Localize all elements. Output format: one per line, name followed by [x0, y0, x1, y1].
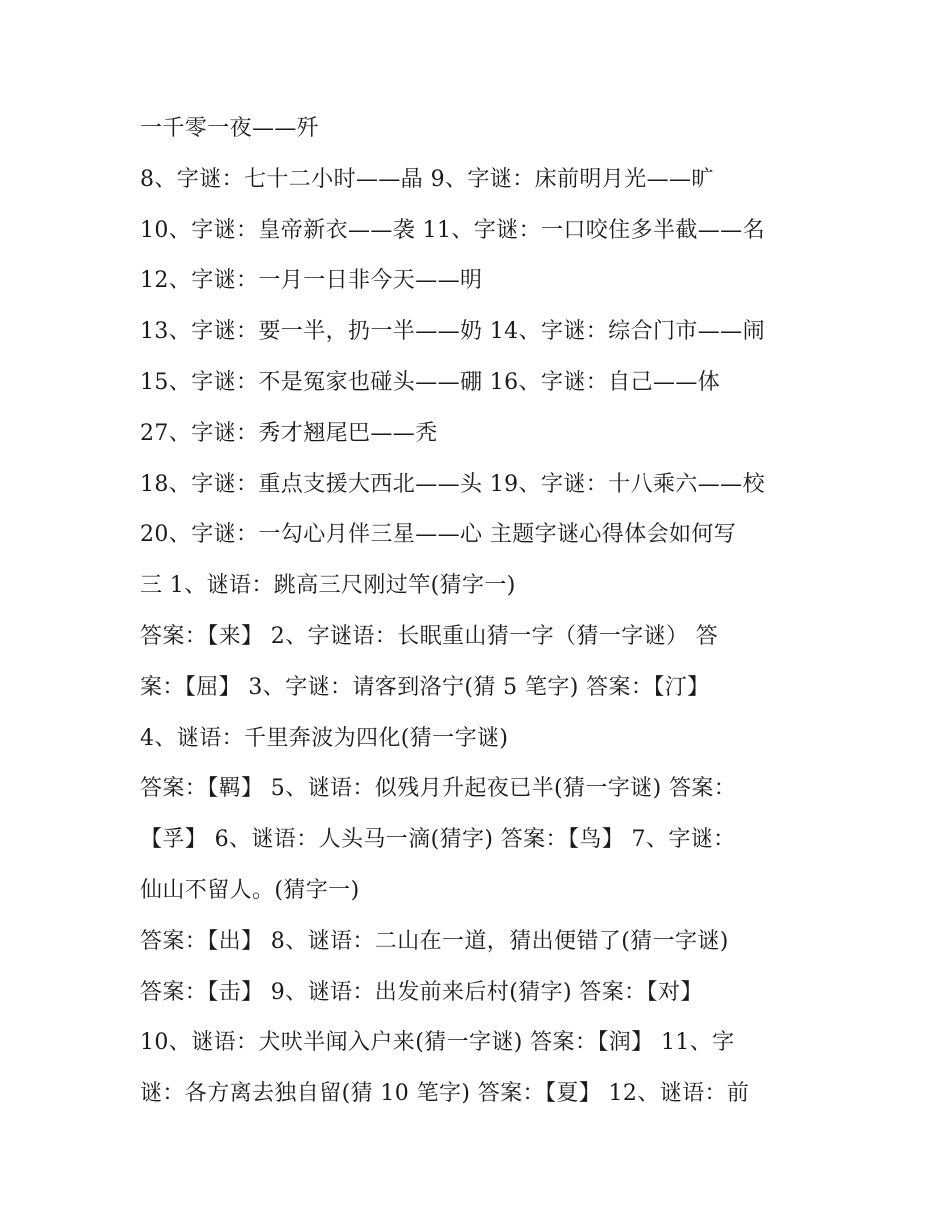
text-line: 仙山不留人。(猜字一): [140, 877, 360, 903]
text-line: 8、字谜：七十二小时——晶 9、字谜：床前明月光——旷: [140, 166, 714, 192]
text-line: 答案：【羁】 5、谜语：似残月升起夜已半(猜一字谜) 答案：: [140, 776, 737, 802]
text-line: 27、字谜：秀才翘尾巴——秃: [140, 420, 438, 446]
text-line: 10、谜语：犬吠半闻入户来(猜一字谜) 答案：【润】 11、字: [140, 1030, 735, 1056]
text-line: 答案：【出】 8、谜语：二山在一道，猜出便错了(猜一字谜): [140, 928, 729, 954]
text-line: 4、谜语：千里奔波为四化(猜一字谜): [140, 725, 509, 751]
text-line: 12、字谜：一月一日非今天——明: [140, 268, 483, 294]
riddle-text-block: [140, 104, 840, 1120]
text-line: 答案：【来】 2、字谜语：长眠重山猜一字（猜一字谜） 答: [140, 623, 719, 649]
text-line: 【孚】 6、谜语：人头马一滴(猜字) 答案：【鸟】 7、字谜：: [140, 827, 736, 853]
text-line: 20、字谜：一勾心月伴三星——心 主题字谜心得体会如何写: [140, 522, 737, 548]
text-line: 案：【屈】 3、字谜：请客到洛宁(猜 5 笔字) 答案：【汀】: [140, 674, 710, 700]
text-line: 谜：各方离去独自留(猜 10 笔字) 答案：【夏】 12、谜语：前: [140, 1081, 750, 1107]
text-line: 10、字谜：皇帝新衣——袭 11、字谜：一口咬住多半截——名: [140, 217, 765, 243]
text-line: 答案：【击】 9、谜语：出发前来后村(猜字) 答案：【对】: [140, 979, 703, 1005]
text-line: 15、字谜：不是冤家也碰头——硼 16、字谜：自己——体: [140, 369, 721, 395]
text-line: 三 1、谜语：跳高三尺刚过竿(猜字一): [140, 573, 516, 599]
text-line: 13、字谜：要一半，扔一半——奶 14、字谜：综合门市——闹: [140, 319, 765, 345]
text-line: 一千零一夜——歼: [140, 116, 320, 141]
text-line: 18、字谜：重点支援大西北——头 19、字谜：十八乘六——校: [140, 471, 765, 497]
